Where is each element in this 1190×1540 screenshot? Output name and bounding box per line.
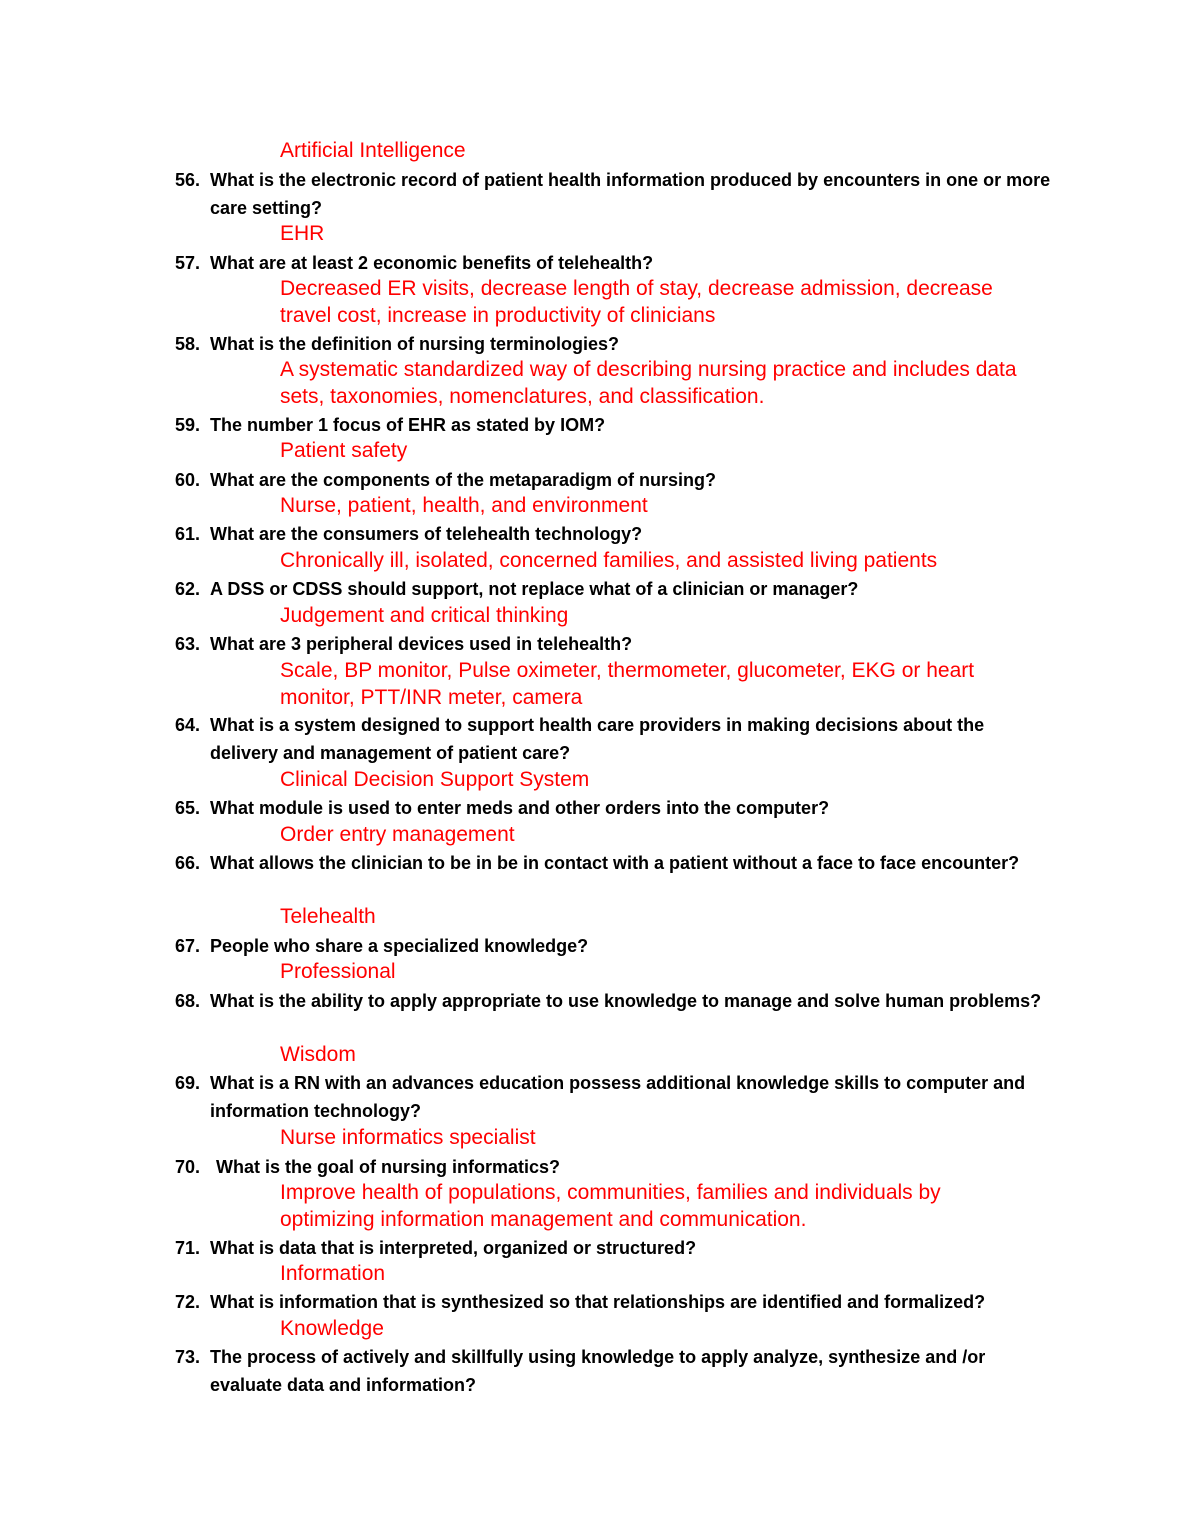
answer-67: Professional bbox=[280, 960, 396, 983]
question-number: 70. bbox=[175, 1157, 201, 1177]
question-number: 60. bbox=[175, 470, 201, 490]
question-number: 72. bbox=[175, 1292, 201, 1312]
question-text: What are the consumers of telehealth technology? bbox=[210, 524, 643, 544]
answer-58: A systematic standardized way of describing nursing practice and includes data sets, taxonomies, nomenclatures, and classification. bbox=[280, 358, 1017, 408]
answer-68: Wisdom bbox=[280, 1043, 356, 1066]
question-58 bbox=[175, 330, 1055, 358]
question-67 bbox=[175, 932, 1055, 960]
question-text: What are the components of the metaparadigm of nursing? bbox=[210, 470, 717, 490]
question-60 bbox=[175, 466, 1055, 494]
question-72 bbox=[175, 1288, 1055, 1316]
question-number: 71. bbox=[175, 1238, 201, 1258]
question-text: What allows the clinician to be in be in contact with a patient without a face to face encounter? bbox=[210, 853, 1020, 873]
answer-60: Nurse, patient, health, and environment bbox=[280, 494, 648, 517]
question-63 bbox=[175, 630, 1055, 658]
question-57 bbox=[175, 249, 1055, 277]
question-text: What is the electronic record of patient health information produced by encounters in one or more care setting? bbox=[210, 170, 1051, 218]
question-number: 73. bbox=[175, 1347, 201, 1367]
question-number: 59. bbox=[175, 415, 201, 435]
question-text: People who share a specialized knowledge? bbox=[210, 936, 589, 956]
answer-56: EHR bbox=[280, 222, 325, 245]
question-number: 69. bbox=[175, 1073, 201, 1093]
question-73 bbox=[175, 1343, 1055, 1399]
question-number: 64. bbox=[175, 715, 201, 735]
question-59 bbox=[175, 411, 1055, 439]
question-text: What is the ability to apply appropriate to use knowledge to manage and solve human problems? bbox=[210, 991, 1042, 1011]
question-64 bbox=[175, 711, 1055, 767]
question-70 bbox=[175, 1153, 1055, 1181]
question-text: What is information that is synthesized so that relationships are identified and formalized? bbox=[210, 1292, 986, 1312]
question-62 bbox=[175, 575, 1055, 603]
question-text: What is the definition of nursing terminologies? bbox=[210, 334, 619, 354]
answer-65: Order entry management bbox=[280, 823, 515, 846]
question-number: 68. bbox=[175, 991, 201, 1011]
question-66 bbox=[175, 849, 1055, 877]
question-number: 58. bbox=[175, 334, 201, 354]
question-61 bbox=[175, 520, 1055, 548]
answer-62: Judgement and critical thinking bbox=[280, 604, 569, 627]
question-text: What are 3 peripheral devices used in telehealth? bbox=[210, 634, 633, 654]
answer-61: Chronically ill, isolated, concerned families, and assisted living patients bbox=[280, 549, 938, 572]
answer-71: Information bbox=[280, 1262, 386, 1285]
question-text: The process of actively and skillfully using knowledge to apply analyze, synthesize and /or evaluate data and information? bbox=[210, 1347, 986, 1395]
question-number: 57. bbox=[175, 253, 201, 273]
answer-70: Improve health of populations, communities, families and individuals by optimizing information management and communication. bbox=[280, 1181, 941, 1231]
answer-64: Clinical Decision Support System bbox=[280, 768, 590, 791]
answer-63: Scale, BP monitor, Pulse oximeter, thermometer, glucometer, EKG or heart monitor, PTT/INR meter, camera bbox=[280, 659, 975, 709]
question-number: 63. bbox=[175, 634, 201, 654]
question-text: What is a system designed to support health care providers in making decisions about the delivery and management of patient care? bbox=[210, 715, 985, 763]
question-text: What is the goal of nursing informatics? bbox=[216, 1157, 561, 1177]
question-number: 61. bbox=[175, 524, 201, 544]
question-65 bbox=[175, 794, 1055, 822]
question-number: 56. bbox=[175, 170, 201, 190]
answer-72: Knowledge bbox=[280, 1317, 384, 1340]
question-number: 67. bbox=[175, 936, 201, 956]
question-text: A DSS or CDSS should support, not replace what of a clinician or manager? bbox=[210, 579, 859, 599]
question-text: The number 1 focus of EHR as stated by IOM? bbox=[210, 415, 606, 435]
answer-text: Artificial Intelligence bbox=[280, 139, 466, 162]
question-number: 62. bbox=[175, 579, 201, 599]
answer-66: Telehealth bbox=[280, 905, 376, 928]
question-number: 66. bbox=[175, 853, 201, 873]
question-68 bbox=[175, 987, 1055, 1015]
answer-69: Nurse informatics specialist bbox=[280, 1126, 536, 1149]
question-text: What are at least 2 economic benefits of telehealth? bbox=[210, 253, 654, 273]
answer-59: Patient safety bbox=[280, 439, 408, 462]
question-number: 65. bbox=[175, 798, 201, 818]
question-text: What module is used to enter meds and other orders into the computer? bbox=[210, 798, 830, 818]
question-text: What is a RN with an advances education possess additional knowledge skills to computer and information technology? bbox=[210, 1073, 1026, 1121]
question-71 bbox=[175, 1234, 1055, 1262]
question-69 bbox=[175, 1069, 1055, 1125]
question-56 bbox=[175, 166, 1055, 222]
question-text: What is data that is interpreted, organized or structured? bbox=[210, 1238, 697, 1258]
answer-57: Decreased ER visits, decrease length of stay, decrease admission, decrease travel cost, increase in productivity of clinicians bbox=[280, 277, 993, 327]
